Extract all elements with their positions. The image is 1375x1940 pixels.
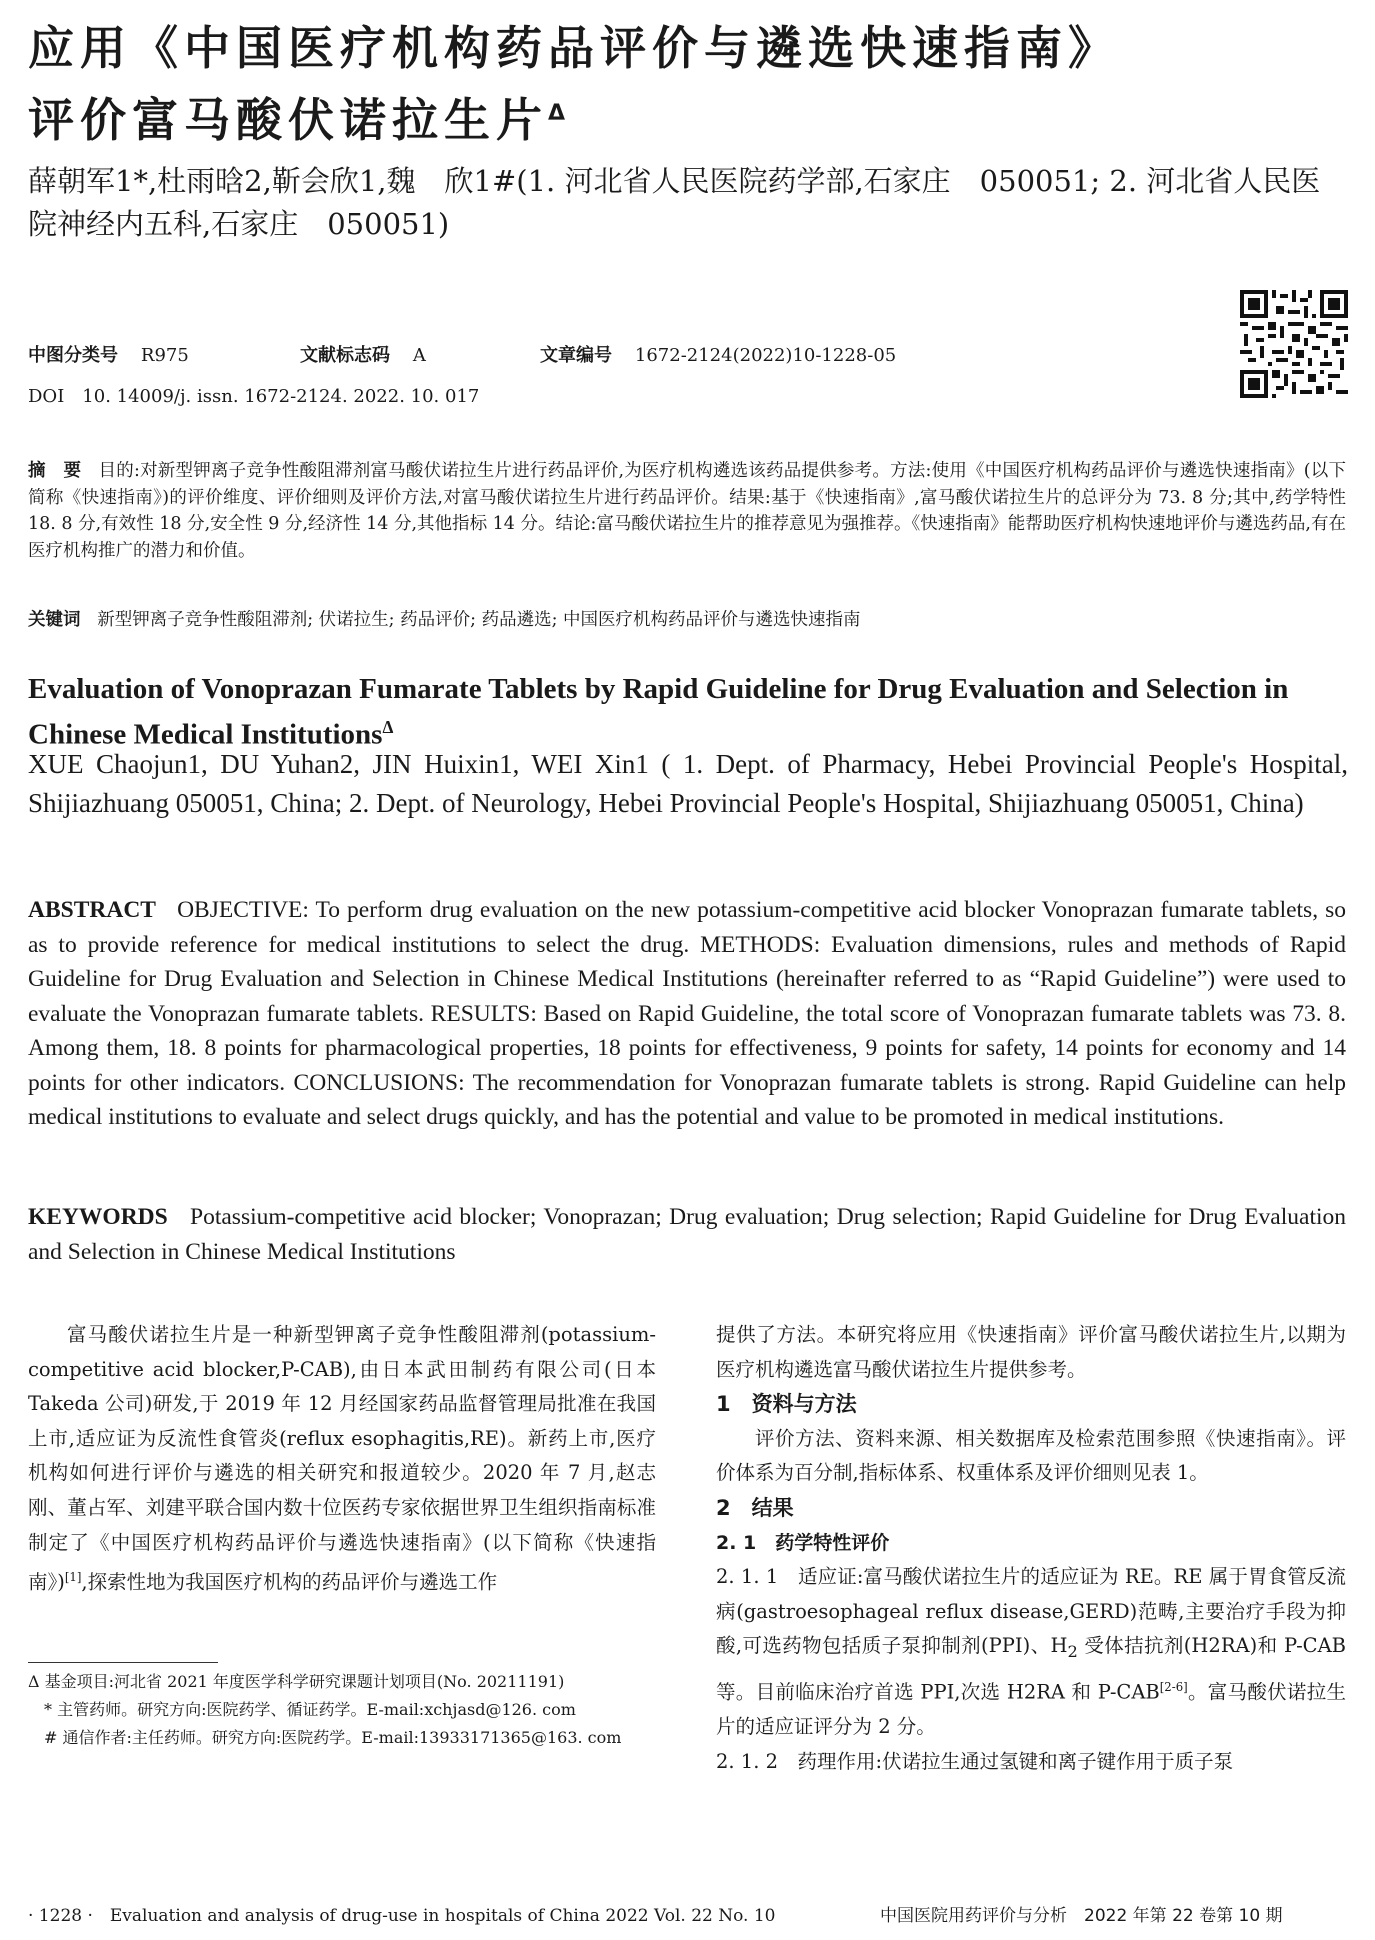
body-right-intro: 提供了方法。本研究将应用《快速指南》评价富马酸伏诺拉生片,以期为医疗机构遴选富马酸伏诺拉生片提供参考。 — [716, 1323, 1346, 1381]
doc-code-label: 文献标志码 — [300, 345, 390, 366]
article-title-line1: 应用《中国医疗机构药品评价与遴选快速指南》 — [28, 21, 1120, 75]
body-left-text: 富马酸伏诺拉生片是一种新型钾离子竞争性酸阻滞剂(potassium-competitive acid blocker,P-CAB),由日本武田制药有限公司(日本 Takeda 公司)研发,于 2019 年 12 月经国家药品监督管理局批准在我国上市,适应证为反流性食管炎(reflux esophagitis,RE)。新药上市,医疗机构如何进行评价与遴选的相关研究和报道较少。2020 年 7 月,赵志刚、董占军、刘建平联合国内数十位医药专家依据世界卫生组织指南标准制定了《中国医疗机构药品评价与遴选快速指南》(以下简称《快速指南》) — [28, 1323, 656, 1594]
article-number-label: 文章编号 — [540, 345, 612, 366]
title-mark: Δ — [548, 101, 572, 126]
abstract-en-text: OBJECTIVE: To perform drug evaluation on the new potassium-competitive acid blocker Vonoprazan fumarate tablets, so as to provide reference for medical institutions to select the drug. METHODS: Evaluation dimensions, rules and methods of Rapid Guideline for Drug Evaluation and Selection in Chinese Medical Institutions (hereinafter referred to as “Rapid Guideline”) were used to evaluate the Vonoprazan fumarate tablets. RESULTS: Based on Rapid Guideline, the total score of Vonoprazan fumarate tablets was 73. 8. Among them, 18. 8 points for pharmacological properties, 18 points for effectiveness, 9 points for safety, 14 points for economy and 14 points for other indicators. CONCLUSIONS: The recommendation for Vonoprazan fumarate tablets is strong. Rapid Guideline can help medical institutions to evaluate and select drugs quickly, and has the potential and value to be promoted in medical institutions. — [28, 897, 1346, 1130]
title-text: 评价富马酸伏诺拉生片 — [28, 93, 548, 147]
keywords-zh — [28, 607, 1346, 634]
clc-label: 中图分类号 — [28, 345, 118, 366]
footnote-author: * 主管药师。研究方向:医院药学、循证药学。E-mail:xchjasd@126. com — [44, 1700, 576, 1719]
subsection-heading-pharmacy: 2. 1 药学特性评价 — [716, 1531, 890, 1554]
indication-paragraph — [716, 1560, 1346, 1744]
document-code-row — [300, 342, 426, 370]
doi: DOI 10. 14009/j. issn. 1672-2124. 2022. 10. 017 — [28, 386, 480, 407]
body-paragraph — [28, 1318, 656, 1600]
keywords-en-label: KEYWORDS — [28, 1204, 168, 1230]
abstract-zh — [28, 458, 1346, 564]
title-en-text: Evaluation of Vonoprazan Fumarate Tablets by Rapid Guideline for Drug Evaluation and Selection in Chinese Medical Institutions — [28, 673, 1289, 751]
indication-text-a: 2. 1. 1 适应证:富马酸伏诺拉生片的适应证为 RE。RE 属于胃食管反流病(gastroesophageal reflux disease,GERD)范畴,主要治疗手段为抑酸,可选药物包括质子泵抑制剂(PPI)、H — [716, 1565, 1346, 1658]
footer-left: · 1228 · Evaluation and analysis of drug-use in hospitals of China 2022 Vol. 22 No. 10 — [28, 1906, 776, 1926]
keywords-zh-label: 关键词 — [28, 610, 81, 630]
clc-value: R975 — [140, 345, 189, 366]
doc-code-value: A — [412, 345, 426, 366]
qr-code-icon — [1240, 290, 1348, 398]
abstract-zh-label: 摘 要 — [28, 461, 82, 481]
title-en-mark: Δ — [382, 717, 394, 737]
footer-right: 中国医院用药评价与分析 2022 年第 22 卷第 10 期 — [880, 1906, 1283, 1926]
article-number-row — [540, 342, 896, 370]
keywords-en — [28, 1200, 1346, 1269]
article-number-value: 1672-2124(2022)10-1228-05 — [634, 345, 897, 366]
footnote-divider — [28, 1662, 218, 1663]
indication-text-b: 受体拮抗剂(H2RA)和 P-CAB 等。目前临床治疗首选 PPI,次选 H2RA 和 P-CAB — [716, 1634, 1347, 1704]
keywords-en-text: Potassium-competitive acid blocker; Vonoprazan; Drug evaluation; Drug selection; Rapid Guideline for Drug Evaluation and Selection in Chinese Medical Institutions — [28, 1204, 1346, 1265]
section-heading-methods: 1 资料与方法 — [716, 1392, 857, 1417]
footnotes — [28, 1668, 656, 1752]
body-left-column — [28, 1318, 656, 1600]
abstract-en-label: ABSTRACT — [28, 897, 156, 923]
pharmacology-paragraph: 2. 1. 2 药理作用:伏诺拉生通过氢键和离子键作用于质子泵 — [716, 1749, 1234, 1773]
authors-affiliations: 薛朝军1*,杜雨晗2,靳会欣1,魏 欣1#(1. 河北省人民医院药学部,石家庄 050051; 2. 河北省人民医院神经内五科,石家庄 050051) — [28, 164, 1321, 241]
authors-en: XUE Chaojun1, DU Yuhan2, JIN Huixin1, WEI Xin1 ( 1. Dept. of Pharmacy, Hebei Provincial People's Hospital, Shijiazhuang 050051, China; 2. Dept. of Neurology, Hebei Provincial People's Hospital, Shijiazhuang 050051, China) — [28, 749, 1348, 818]
abstract-zh-text: 目的:对新型钾离子竞争性酸阻滞剂富马酸伏诺拉生片进行药品评价,为医疗机构遴选该药品提供参考。方法:使用《中国医疗机构药品评价与遴选快速指南》(以下简称《快速指南》)的评价维度、评价细则及评价方法,对富马酸伏诺拉生片进行药品评价。结果:基于《快速指南》,富马酸伏诺拉生片的总评分为 73. 8 分;其中,药学特性 18. 8 分,有效性 18 分,安全性 9 分,经济性 14 分,其他指标 14 分。结论:富马酸伏诺拉生片的推荐意见为强推荐。《快速指南》能帮助医疗机构快速地评价与遴选药品,有在医疗机构推广的潜力和价值。 — [28, 461, 1347, 561]
article-title-en — [28, 670, 1348, 754]
abstract-en — [28, 893, 1346, 1135]
body-methods-paragraph: 评价方法、资料来源、相关数据库及检索范围参照《快速指南》。评价体系为百分制,指标体系、权重体系及评价细则见表 1。 — [716, 1426, 1346, 1485]
footnote-fund: Δ 基金项目:河北省 2021 年度医学科学研究课题计划项目(No. 20211191) — [28, 1672, 565, 1691]
article-title-line2 — [28, 90, 571, 150]
h2-subscript: 2 — [1067, 1642, 1078, 1662]
citation-ref: [1] — [64, 1570, 82, 1585]
body-left-tail: ,探索性地为我国医疗机构的药品评价与遴选工作 — [81, 1570, 498, 1594]
body-right-column — [716, 1318, 1346, 1779]
keywords-zh-text: 新型钾离子竞争性酸阻滞剂; 伏诺拉生; 药品评价; 药品遴选; 中国医疗机构药品评价与遴选快速指南 — [97, 610, 861, 630]
footnote-corresponding: # 通信作者:主任药师。研究方向:医院药学。E-mail:13933171365@163. com — [44, 1728, 622, 1747]
section-heading-results: 2 结果 — [716, 1495, 794, 1520]
classification-row — [28, 342, 189, 370]
indication-text-c: 。富马酸伏诺拉生片的适应证评分为 2 分。 — [716, 1680, 1346, 1738]
citation-ref: [2-6] — [1159, 1679, 1188, 1694]
